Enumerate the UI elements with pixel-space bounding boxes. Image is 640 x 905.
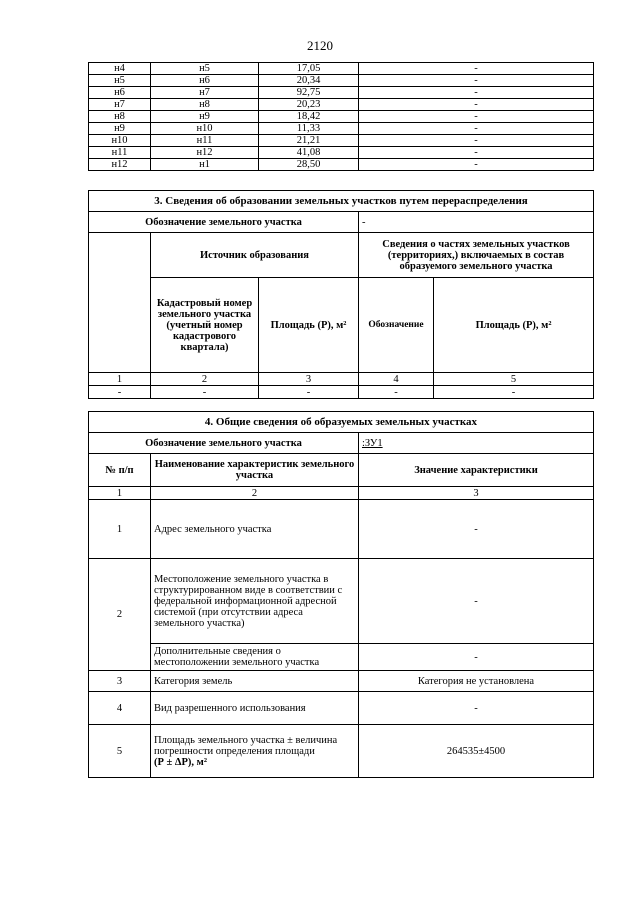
table-cell: н6 [89,87,151,99]
table-cell: - [359,63,594,75]
source-header: Источник образования [151,233,359,278]
table-cell: н5 [89,75,151,87]
section3-designation-label: Обозначение земельного участка [89,212,359,233]
section4-numbers-row [89,487,594,500]
table-cell: н7 [89,99,151,111]
row-number: 2 [89,559,151,671]
table-cell: н11 [89,147,151,159]
table-cell: н12 [151,147,259,159]
section3-designation-row [89,212,594,233]
characteristic-value: - [359,692,594,725]
page-number: 2120 [307,38,333,53]
table-cell: н9 [151,111,259,123]
section4-title: 4. Общие сведения об образуемых земельных участках [89,412,594,433]
characteristic-name: Вид разрешенного использования [151,692,359,725]
table-cell: - [359,99,594,111]
table-cell: 21,21 [259,135,359,147]
section3-title: 3. Сведения об образовании земельных участков путем перераспределения [89,191,594,212]
row-number: 1 [89,500,151,559]
section4-header-row [89,454,594,487]
section4-title-row [89,412,594,433]
section3-header-row [89,233,594,278]
table-row [89,123,594,135]
table-cell: - [359,111,594,123]
section3-table [88,190,594,399]
section3-numbers-row [89,373,594,386]
table-cell: н9 [89,123,151,135]
characteristic-name: Адрес земельного участка [151,500,359,559]
area-formula: (Р ± ΔР), м² [154,756,207,768]
table-cell: 2 [151,373,259,386]
value-header: Значение характеристики [359,454,594,487]
num-header: № п/п [89,454,151,487]
area-label: Площадь земельного участка ± величина погрешности определения площади [154,734,338,757]
table-cell: 1 [89,487,151,500]
section3-title-row [89,191,594,212]
table-cell: н4 [89,63,151,75]
table-cell: 3 [259,373,359,386]
table-cell: н7 [151,87,259,99]
table-cell: - [259,386,359,399]
characteristic-value: - [359,500,594,559]
table-row [89,111,594,123]
table-cell: - [359,135,594,147]
table-cell: 1 [89,373,151,386]
table-cell: 28,50 [259,159,359,171]
area2-header: Площадь (Р), м² [434,278,594,373]
table-cell: 41,08 [259,147,359,159]
section4-designation-label: Обозначение земельного участка [89,433,359,454]
table-cell: - [89,386,151,399]
table-cell: н12 [89,159,151,171]
characteristic-value: - [359,644,594,671]
table-cell: - [359,159,594,171]
name-header: Наименование характеристик земельного участка [151,454,359,487]
characteristic-name [151,725,359,778]
table-cell: 20,23 [259,99,359,111]
table-cell: - [359,386,434,399]
designation-header: Обозначение [359,278,434,373]
row-number: 5 [89,725,151,778]
table-cell: н5 [151,63,259,75]
table-cell: - [359,75,594,87]
table-row [89,147,594,159]
table-row [89,87,594,99]
table-row [89,75,594,87]
characteristic-name: Местоположение земельного участка в структурированном виде в соответствии с федеральной информационной адресной системой (при отсутствии адреса земельного участка) [151,559,359,644]
cadastral-header: Кадастровый номер земельного участка (учетный номер кадастрового квартала) [151,278,259,373]
table-cell: - [359,87,594,99]
section3-subheader-row [89,278,594,373]
table-cell: н10 [89,135,151,147]
row-number: 3 [89,671,151,692]
empty-cell [89,233,151,373]
area-header: Площадь (Р), м² [259,278,359,373]
characteristic-value: - [359,559,594,644]
table-row [89,559,594,644]
characteristic-value: 264535±4500 [359,725,594,778]
table-cell: 2 [151,487,359,500]
table-cell: 11,33 [259,123,359,135]
table-row [89,63,594,75]
table-row [89,99,594,111]
table-row [89,692,594,725]
table-cell: - [359,147,594,159]
characteristic-value: Категория не установлена [359,671,594,692]
row-number: 4 [89,692,151,725]
characteristic-name: Дополнительные сведения о местоположении земельного участка [151,644,359,671]
table-row [89,135,594,147]
table-cell: н8 [89,111,151,123]
table-cell: 18,42 [259,111,359,123]
table-row [89,500,594,559]
table-cell: н11 [151,135,259,147]
table-cell: н1 [151,159,259,171]
table-cell: 20,34 [259,75,359,87]
section4-designation-row [89,433,594,454]
boundary-table [88,62,594,171]
section3-values-row [89,386,594,399]
table-row [89,644,594,671]
table-row [89,159,594,171]
table-cell: н6 [151,75,259,87]
table-cell: 4 [359,373,434,386]
table-cell: н10 [151,123,259,135]
section3-designation-value: - [359,212,594,233]
table-row [89,725,594,778]
parts-header: Сведения о частях земельных участков (территориях,) включаемых в состав образуемого земельного участка [359,233,594,278]
section4-designation-value: :ЗУ1 [359,433,594,454]
table-cell: - [151,386,259,399]
table-cell: 17,05 [259,63,359,75]
table-cell: - [359,123,594,135]
table-cell: 3 [359,487,594,500]
table-row [89,671,594,692]
table-cell: н8 [151,99,259,111]
section4-table [88,411,594,778]
characteristic-name: Категория земель [151,671,359,692]
table-cell: 5 [434,373,594,386]
table-cell: - [434,386,594,399]
table-cell: 92,75 [259,87,359,99]
